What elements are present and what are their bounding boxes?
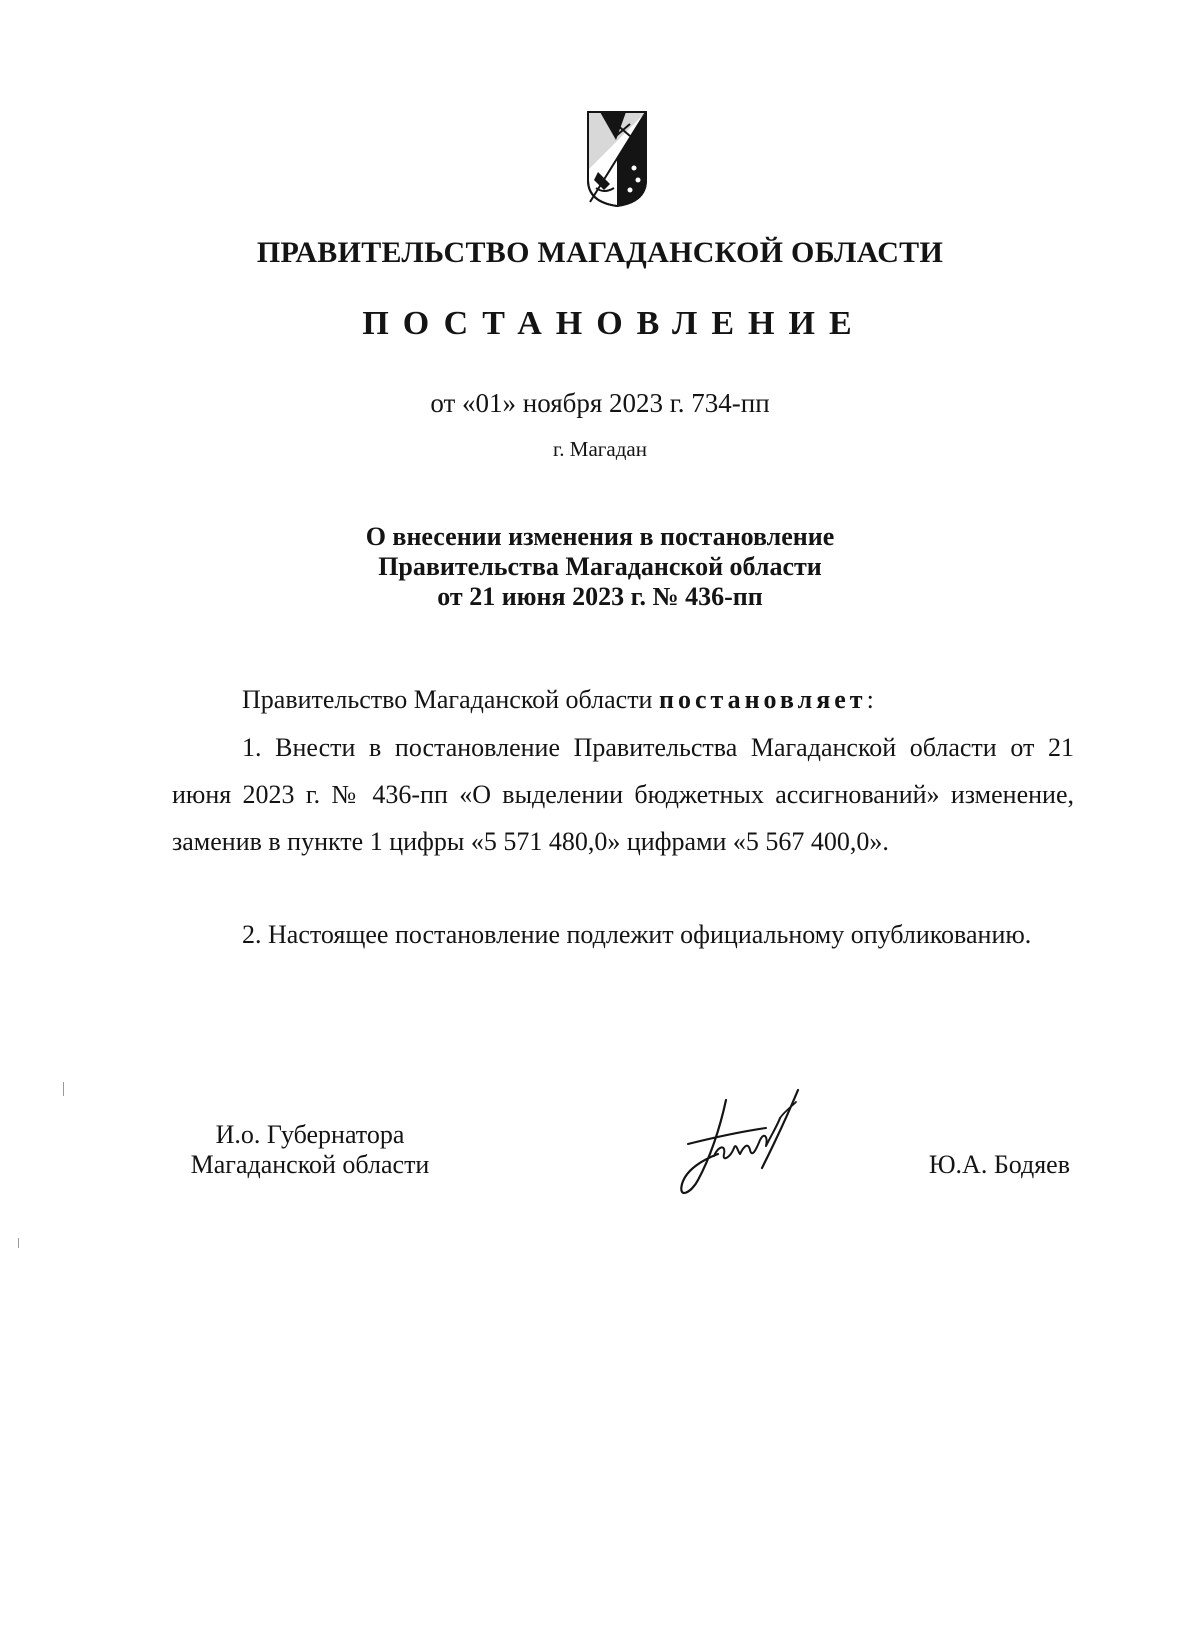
preamble-lead: Правительство Магаданской области (242, 685, 659, 714)
document-title (0, 522, 1200, 612)
organization-name: ПРАВИТЕЛЬСТВО МАГАДАНСКОЙ ОБЛАСТИ (256, 236, 944, 269)
signatory-name: Ю.А. Бодяев (928, 1150, 1070, 1179)
preamble (172, 676, 1074, 723)
position-line: Магаданской области (190, 1150, 430, 1179)
title-line: от 21 июня 2023 г. № 436-пп (437, 582, 763, 611)
preamble-emphasis: постановляет (658, 685, 867, 714)
title-line: Правительства Магаданской области (378, 552, 822, 581)
title-line: О внесении изменения в постановление (365, 522, 835, 551)
document-type: ПОСТАНОВЛЕНИЕ (362, 305, 866, 342)
scan-artifact (18, 1238, 19, 1248)
handwritten-signature-icon (668, 1088, 828, 1208)
coat-of-arms-icon (586, 110, 648, 208)
preamble-tail: : (866, 685, 874, 714)
resolution-item-2: 2. Настоящее постановление подлежит официальному опубликованию. (242, 920, 1032, 949)
document-number-date: от «01» ноября 2023 г. 734-пп (430, 388, 770, 418)
scan-artifact (63, 1082, 64, 1096)
position-line: И.о. Губернатора (215, 1120, 405, 1149)
resolution-item-1: 1. Внести в постановление Правительства Магаданской области от 21 июня 2023 г. № 436-пп «О выделении бюджетных ассигнований» изменение, заменив в пункте 1 цифры «5 571 480,0» цифрами «5 567 400,0». (172, 733, 1074, 856)
signatory-position (160, 1120, 460, 1180)
document-place: г. Магадан (553, 437, 647, 461)
